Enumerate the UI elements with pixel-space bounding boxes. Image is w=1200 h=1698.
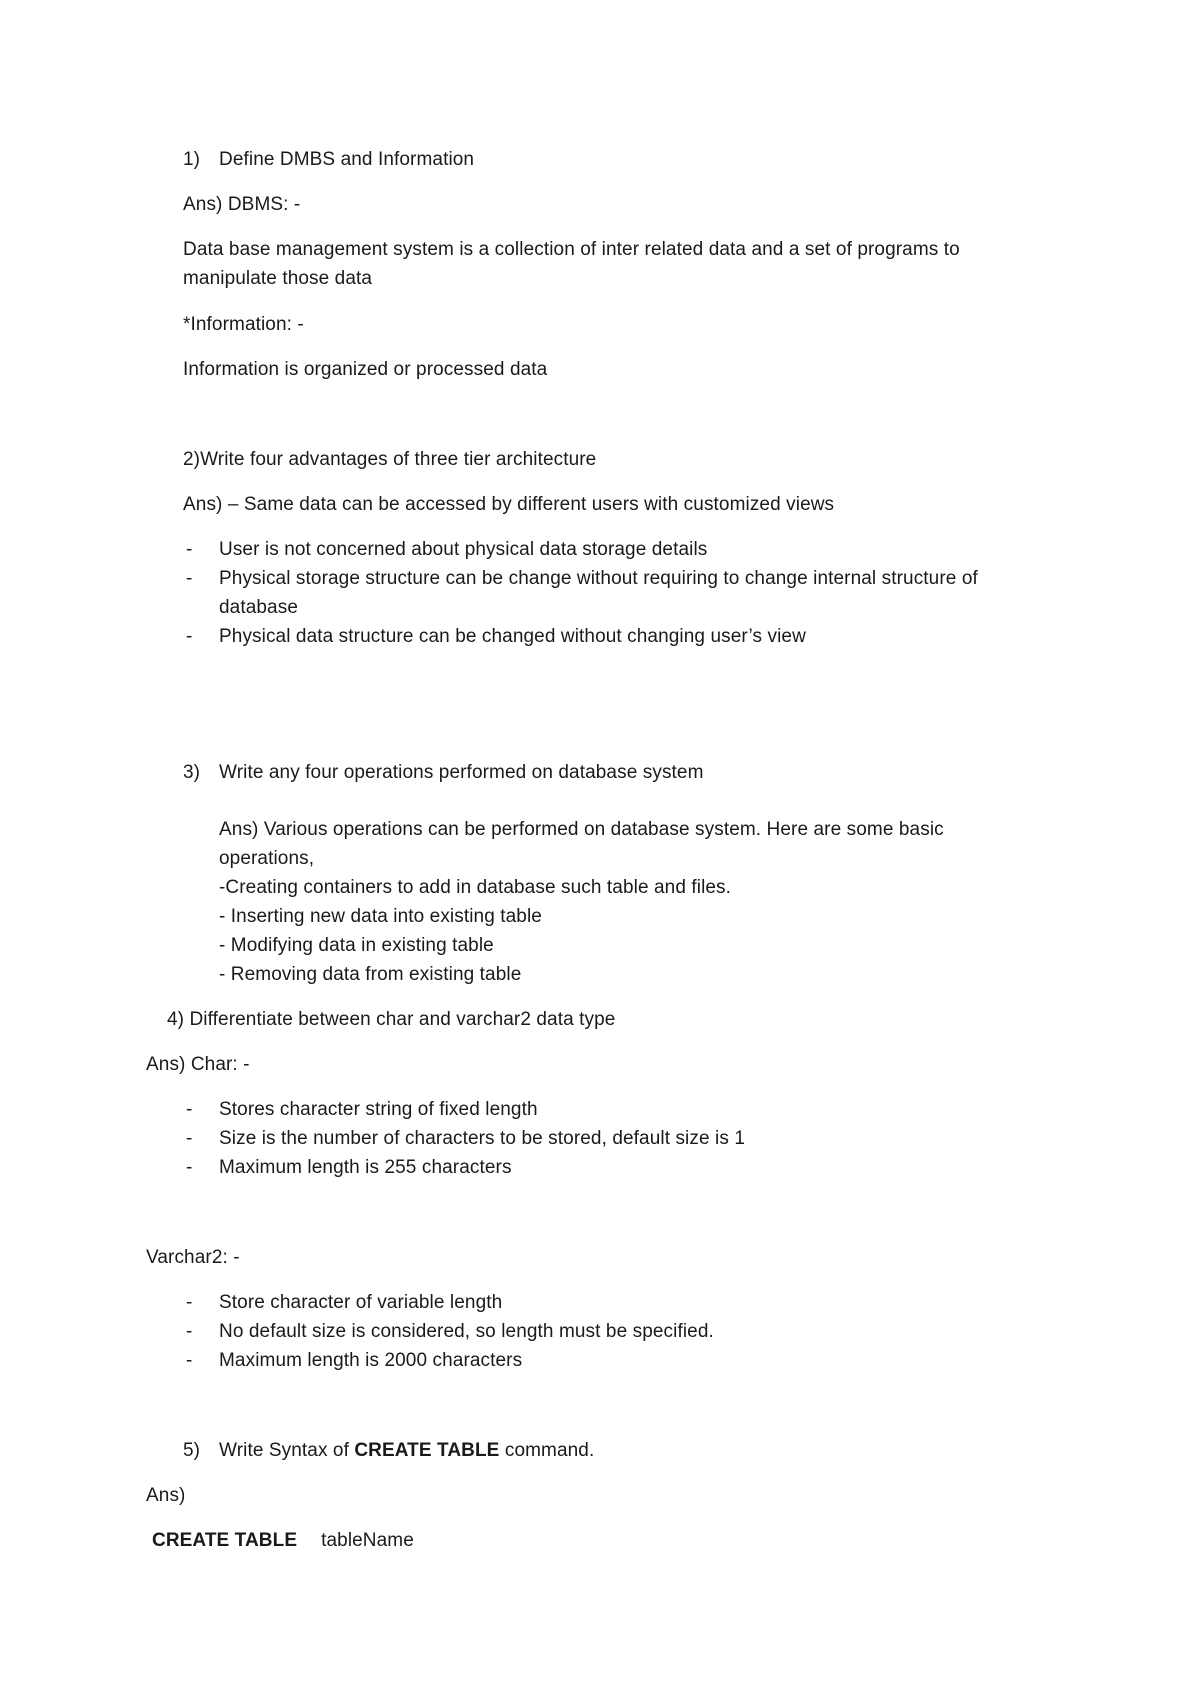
q2-answer: Ans) – Same data can be accessed by different users with customized views (183, 494, 835, 515)
q4-varchar-dash-2: - (186, 1321, 193, 1342)
q3-operation-3: - Modifying data in existing table (219, 935, 494, 956)
q3-operation-1: -Creating containers to add in database such table and files. (219, 877, 732, 898)
q4-varchar-dash-3: - (186, 1350, 193, 1371)
q4-char-dash-3: - (186, 1157, 193, 1178)
q4-char-bullet-3: Maximum length is 255 characters (219, 1157, 512, 1178)
q3-answer-line-1: Ans) Various operations can be performed on database system. Here are some basic (219, 819, 944, 840)
q2-bullet-dash-3: - (186, 626, 193, 647)
q4-varchar-label: Varchar2: - (146, 1247, 240, 1268)
q2-question: 2)Write four advantages of three tier architecture (183, 449, 597, 470)
q3-operation-2: - Inserting new data into existing table (219, 906, 542, 927)
q2-bullet-2-continued: database (219, 597, 298, 618)
q5-syntax-table-name: tableName (321, 1530, 414, 1551)
q2-bullet-1: User is not concerned about physical data storage details (219, 539, 708, 560)
q4-char-bullet-2: Size is the number of characters to be stored, default size is 1 (219, 1128, 745, 1149)
q5-question-keyword: CREATE TABLE (354, 1440, 500, 1461)
q5-question-post: command. (499, 1440, 595, 1461)
q4-char-dash-1: - (186, 1099, 193, 1120)
q2-bullet-dash-1: - (186, 539, 193, 560)
q5-syntax-keyword: CREATE TABLE (152, 1530, 298, 1551)
q3-heading (183, 761, 704, 785)
q1-answer-label: Ans) DBMS: - (183, 194, 301, 215)
q5-answer-label: Ans) (146, 1485, 186, 1506)
q5-heading (183, 1439, 594, 1463)
q4-char-label: Ans) Char: - (146, 1054, 250, 1075)
q1-paragraph-line-1: Data base management system is a collection of inter related data and a set of programs to (183, 239, 960, 260)
q4-question: 4) Differentiate between char and varchar2 data type (167, 1009, 616, 1030)
q3-operation-4: - Removing data from existing table (219, 964, 522, 985)
q2-bullet-3: Physical data structure can be changed without changing user’s view (219, 626, 806, 647)
q4-char-dash-2: - (186, 1128, 193, 1149)
q5-syntax-line (152, 1529, 414, 1553)
q1-information-label: *Information: - (183, 314, 304, 335)
q2-bullet-2: Physical storage structure can be change without requiring to change internal structure of (219, 568, 978, 589)
q1-paragraph-line-2: manipulate those data (183, 268, 373, 289)
q5-number: 5) (183, 1440, 201, 1461)
q3-number: 3) (183, 762, 201, 783)
q1-information-text: Information is organized or processed data (183, 359, 548, 380)
q1-number: 1) (183, 149, 201, 170)
q4-varchar-bullet-3: Maximum length is 2000 characters (219, 1350, 523, 1371)
q4-char-bullet-1: Stores character string of fixed length (219, 1099, 538, 1120)
q2-bullet-dash-2: - (186, 568, 193, 589)
q1-question: Define DMBS and Information (219, 149, 475, 170)
q1-heading (183, 148, 474, 172)
q3-answer-line-2: operations, (219, 848, 315, 869)
q4-varchar-bullet-2: No default size is considered, so length must be specified. (219, 1321, 714, 1342)
q3-question: Write any four operations performed on database system (219, 762, 704, 783)
q5-question-pre: Write Syntax of (219, 1440, 355, 1461)
q4-varchar-dash-1: - (186, 1292, 193, 1313)
q4-varchar-bullet-1: Store character of variable length (219, 1292, 503, 1313)
